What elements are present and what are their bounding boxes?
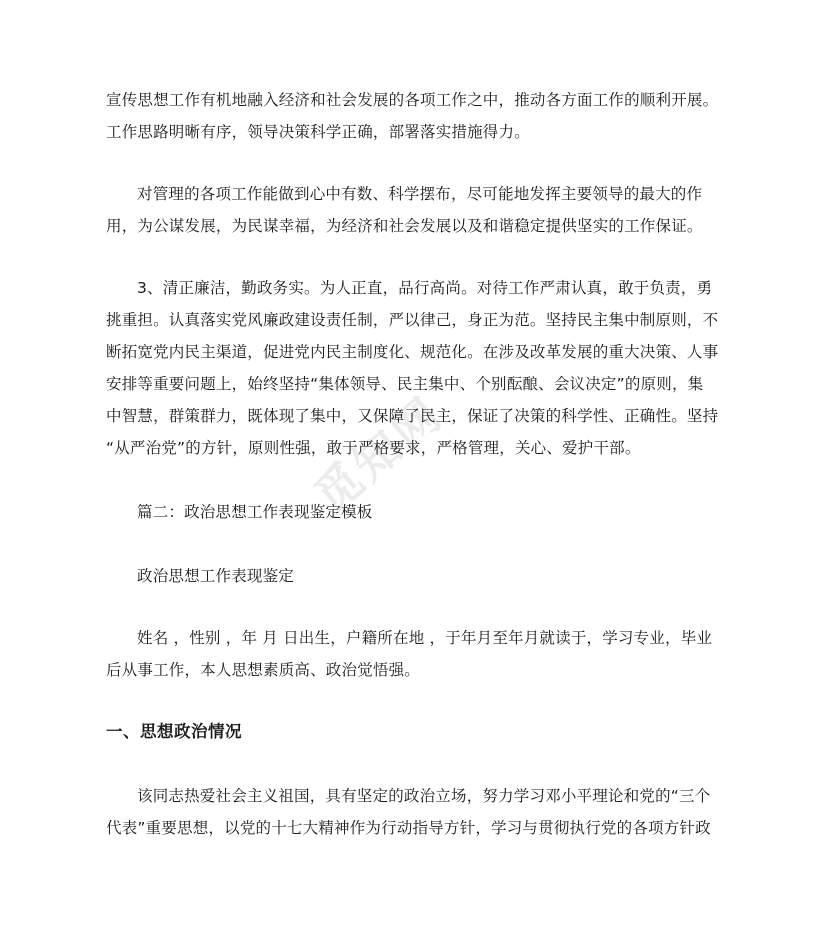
paragraph-line: 宣传思想工作有机地融入经济和社会发展的各项工作之中，推动各方面工作的顺利开展。 (106, 91, 719, 109)
paragraph-6 (106, 622, 726, 686)
heading-political-thought: 一、思想政治情况 (106, 722, 242, 741)
paragraph-line: 3、清正廉洁，勤政务实。为人正直，品行高尚。对待工作严肃认真，敢于负责，勇 (137, 279, 713, 297)
paragraph-line: “从严治党”的方针，原则性强，敢于严格要求，严格管理，关心、爱护干部。 (106, 439, 641, 457)
paragraph-5 (106, 560, 726, 592)
paragraph-line: 安排等重要问题上，始终坚持“集体领导、民主集中、个别酝酿、会议决定”的原则，集 (106, 375, 704, 393)
paragraph-line: 代表”重要思想，以党的十七大精神作为行动指导方针，学习与贯彻执行党的各项方针政 (106, 819, 711, 837)
paragraph-line: 该同志热爱社会主义祖国，具有坚定的政治立场，努力学习邓小平理论和党的“三个 (137, 787, 711, 805)
watermark: 觅知网 (304, 385, 454, 524)
paragraph-1 (106, 84, 726, 148)
paragraph-line: 工作思路明晰有序，领导决策科学正确，部署落实措施得力。 (106, 123, 530, 141)
paragraph-line: 用，为公谋发展，为民谋幸福，为经济和社会发展以及和谐稳定提供坚实的工作保证。 (106, 217, 703, 235)
section-title: 篇二：政治思想工作表现鉴定模板 (137, 503, 373, 521)
paragraph-3 (106, 272, 726, 464)
paragraph-line: 断拓宽党内民主渠道，促进党内民主制度化、规范化。在涉及改革发展的重大决策、人事 (106, 343, 719, 361)
paragraph-2 (106, 178, 726, 242)
paragraph-line: 挑重担。认真落实党风廉政建设责任制，严以律己，身正为范。坚持民主集中制原则，不 (106, 311, 719, 329)
paragraph-line: 中智慧，群策群力，既体现了集中，又保障了民主，保证了决策的科学性、正确性。坚持 (106, 407, 719, 425)
paragraph-line: 后从事工作，本人思想素质高、政治觉悟强。 (106, 661, 421, 679)
paragraph-line: 姓名 ，性别 ，年 月 日出生，户籍所在地 ，于年月至年月就读于，学习专业，毕业 (137, 629, 713, 647)
paragraph-7 (106, 780, 726, 844)
paragraph-4 (106, 496, 726, 528)
document-subtitle: 政治思想工作表现鉴定 (137, 567, 295, 585)
paragraph-line: 对管理的各项工作能做到心中有数、科学摆布，尽可能地发挥主要领导的最大的作 (137, 185, 703, 203)
